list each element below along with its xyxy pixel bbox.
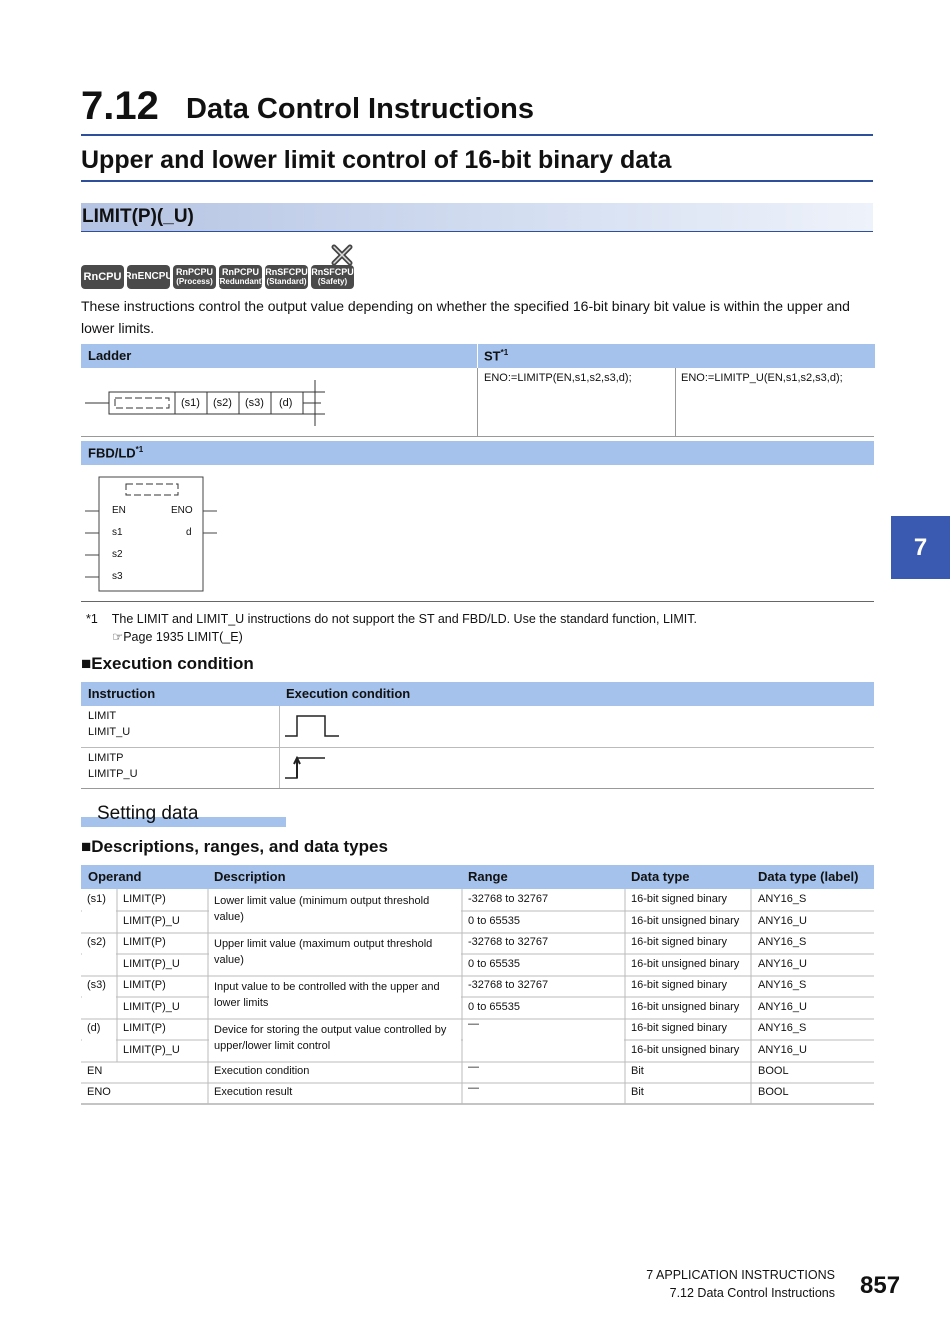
description-cell: Upper limit value (maximum output threshold value)	[214, 938, 433, 966]
setting-data-title: Setting data	[97, 803, 199, 824]
data-label-cell: ANY16_U	[758, 958, 807, 970]
fbd-block-diagram	[85, 475, 225, 595]
intro-text: These instructions control the output value depending on whether the specified 16-bit binary bit value is within the upper and lower limits.	[81, 298, 850, 336]
reference-icon: ☞	[112, 630, 124, 644]
cpu-badge: RnSFCPU (Safety)	[311, 265, 354, 289]
footnote: *1 The LIMIT and LIMIT_U instructions do not support the ST and FBD/LD. Use the standard function, LIMIT.	[86, 612, 697, 626]
description-cell: Execution condition	[214, 1065, 310, 1077]
fbd-header: FBD/LD$^{*1}$	[81, 441, 874, 465]
on-level-signal-icon	[285, 714, 345, 740]
description-cell: Input value to be controlled with the upper and lower limits	[214, 981, 440, 1009]
st-code-limitp: ENO:=LIMITP(EN,s1,s2,s3,d);	[484, 372, 632, 384]
fbd-input: s1	[112, 527, 123, 538]
data-label-cell: ANY16_S	[758, 893, 807, 905]
cpu-badge: RnPCPU (Redundant)	[219, 265, 262, 289]
descriptions-table	[81, 865, 874, 1105]
table-header: Instruction	[88, 686, 156, 701]
cpu-badge: RnENCPU	[127, 265, 170, 289]
variant-cell: LIMIT(P)	[123, 893, 166, 905]
descriptions-title: ■Descriptions, ranges, and data types	[81, 837, 388, 856]
not-supported-icon	[331, 244, 353, 266]
data-type-cell: 16-bit signed binary	[631, 1022, 728, 1034]
operand-cell: (s3)	[87, 979, 106, 991]
fbd-table	[81, 441, 874, 602]
table-header: Execution condition	[286, 686, 411, 701]
description-cell: Lower limit value (minimum output threshold value)	[214, 895, 430, 923]
range-cell: —	[468, 1018, 479, 1030]
cpu-badge-list	[81, 265, 354, 289]
data-label-cell: ANY16_U	[758, 1001, 807, 1013]
table-header: Data type (label)	[758, 869, 859, 884]
data-type-cell: 16-bit unsigned binary	[631, 1001, 740, 1013]
table-header: Operand	[88, 869, 142, 884]
range-cell: 0 to 65535	[468, 915, 520, 927]
st-header: ST$^{*1}$	[477, 344, 875, 368]
data-type-cell: 16-bit unsigned binary	[631, 1044, 740, 1056]
instruction-cell: LIMITP LIMITP_U	[88, 752, 138, 780]
cpu-badge: RnCPU	[81, 265, 124, 289]
data-label-cell: BOOL	[758, 1065, 789, 1077]
data-type-cell: 16-bit signed binary	[631, 893, 728, 905]
variant-cell: LIMIT(P)	[123, 936, 166, 948]
ladder-st-table	[81, 344, 874, 437]
st-code-limitp-u: ENO:=LIMITP_U(EN,s1,s2,s3,d);	[681, 372, 843, 384]
variant-cell: LIMIT(P)_U	[123, 915, 180, 927]
description-cell: Device for storing the output value controlled by upper/lower limit control	[214, 1024, 447, 1052]
ladder-operand: (s3)	[245, 397, 264, 409]
table-header: Description	[214, 869, 286, 884]
ladder-operand: (d)	[279, 397, 293, 409]
data-label-cell: ANY16_S	[758, 936, 807, 948]
section-number: 7.12	[81, 84, 159, 128]
cpu-badge: RnPCPU (Process)	[173, 265, 216, 289]
range-cell: -32768 to 32767	[468, 979, 549, 991]
cpu-badge: RnSFCPU (Standard)	[265, 265, 308, 289]
footer-chapter: 7 APPLICATION INSTRUCTIONS	[646, 1268, 835, 1282]
range-cell: 0 to 65535	[468, 958, 520, 970]
range-cell: -32768 to 32767	[468, 893, 549, 905]
operand-cell: (s2)	[87, 936, 106, 948]
description-cell: Execution result	[214, 1086, 293, 1098]
fbd-input: s2	[112, 549, 123, 560]
footer-section: 7.12 Data Control Instructions	[669, 1286, 835, 1300]
variant-cell: LIMIT(P)	[123, 979, 166, 991]
fbd-input: EN	[112, 505, 126, 516]
variant-cell: LIMIT(P)_U	[123, 1001, 180, 1013]
ladder-operand: (s1)	[181, 397, 200, 409]
data-type-cell: 16-bit unsigned binary	[631, 958, 740, 970]
divider	[81, 180, 873, 182]
chapter-tab[interactable]: 7	[891, 516, 950, 579]
data-label-cell: ANY16_S	[758, 979, 807, 991]
section-title: Data Control Instructions	[186, 93, 535, 125]
page-number: 857	[860, 1272, 901, 1299]
instruction-name: LIMIT(P)(_U)	[82, 206, 194, 227]
footnote-reference[interactable]: ☞Page 1935 LIMIT(_E)	[112, 630, 243, 644]
ladder-operand: (s2)	[213, 397, 232, 409]
data-type-cell: 16-bit signed binary	[631, 979, 728, 991]
exec-condition-title: ■Execution condition	[81, 654, 254, 673]
operand-cell: ENO	[87, 1086, 111, 1098]
range-cell: —	[468, 1082, 479, 1094]
ladder-header: Ladder	[81, 344, 477, 368]
data-label-cell: ANY16_S	[758, 1022, 807, 1034]
fbd-output: d	[186, 527, 192, 538]
operand-cell: (s1)	[87, 893, 106, 905]
variant-cell: LIMIT(P)_U	[123, 1044, 180, 1056]
variant-cell: LIMIT(P)	[123, 1022, 166, 1034]
operand-cell: (d)	[87, 1022, 101, 1034]
fbd-input: s3	[112, 571, 123, 582]
divider	[81, 134, 873, 136]
fbd-output: ENO	[171, 505, 193, 516]
rising-edge-signal-icon	[285, 756, 335, 782]
data-type-cell: Bit	[631, 1086, 644, 1098]
instruction-name-bar	[81, 203, 873, 232]
variant-cell: LIMIT(P)_U	[123, 958, 180, 970]
table-header: Range	[468, 869, 508, 884]
instruction-cell: LIMIT LIMIT_U	[88, 710, 131, 738]
range-cell: 0 to 65535	[468, 1001, 520, 1013]
data-label-cell: ANY16_U	[758, 1044, 807, 1056]
data-type-cell: 16-bit signed binary	[631, 936, 728, 948]
operand-cell: EN	[87, 1065, 103, 1077]
data-label-cell: ANY16_U	[758, 915, 807, 927]
data-type-cell: 16-bit unsigned binary	[631, 915, 740, 927]
table-header: Data type	[631, 869, 690, 884]
data-type-cell: Bit	[631, 1065, 644, 1077]
data-label-cell: BOOL	[758, 1086, 789, 1098]
page-subtitle: Upper and lower limit control of 16-bit binary data	[81, 146, 672, 174]
range-cell: -32768 to 32767	[468, 936, 549, 948]
range-cell: —	[468, 1061, 479, 1073]
